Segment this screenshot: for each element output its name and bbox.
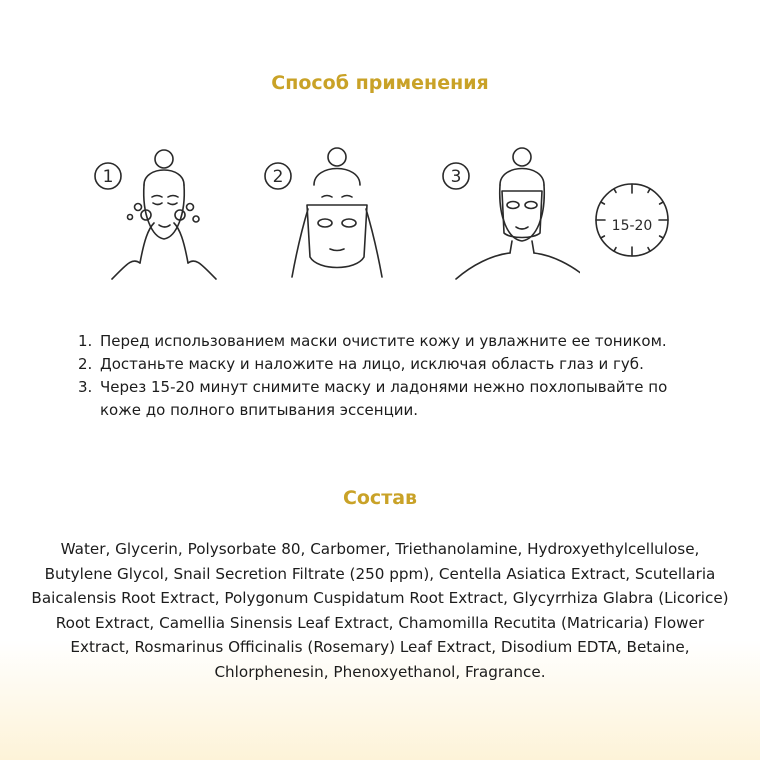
step-badge-3: 3: [450, 167, 462, 187]
step-text: Перед использованием маски очистите кожу и увлажните ее тоником.: [100, 332, 667, 350]
step-text: Через 15-20 минут снимите маску и ладонями нежно похлопывайте по коже до полного впитывания эссенции.: [100, 378, 668, 419]
step-badge-1: 1: [102, 167, 114, 187]
step-item-2: [78, 353, 718, 376]
step-number: 1.: [78, 332, 93, 350]
step-badge-2: 2: [272, 167, 284, 187]
step-number: 2.: [78, 355, 93, 373]
mask-applying-illustration: [262, 145, 412, 285]
step-item-3: [78, 376, 718, 422]
step-item-1: [78, 330, 718, 353]
clock-icon: [590, 178, 674, 262]
timer-label: 15-20: [611, 218, 653, 234]
ingredients-list: Water, Glycerin, Polysorbate 80, Carbomer, Triethanolamine, Hydroxyethylcellulose, Butylene Glycol, Snail Secretion Filtrate (250 ppm), Centella Asiatica Extract, Scutellaria Baicalensis Root Extract, Polygonum Cuspidatum Root Extract, Glycyrrhiza Glabra (Licorice) Root Extract, Camellia Sinensis Leaf Extract, Chamomilla Recutita (Matricaria) Flower Extract, Rosmarinus Officinalis (Rosemary) Leaf Extract, Disodium EDTA, Betaine, Chlorphenesin, Phenoxyethanol, Fragrance.: [31, 540, 729, 681]
usage-steps: [78, 330, 718, 422]
composition-heading: Состав: [342, 487, 418, 509]
usage-heading: Способ применения: [271, 72, 489, 94]
face-mask-on-illustration: [440, 145, 580, 285]
step-text: Достаньте маску и наложите на лицо, исключая область глаз и губ.: [100, 355, 644, 373]
face-cleansing-illustration: [92, 145, 232, 285]
step-number: 3.: [78, 378, 93, 396]
